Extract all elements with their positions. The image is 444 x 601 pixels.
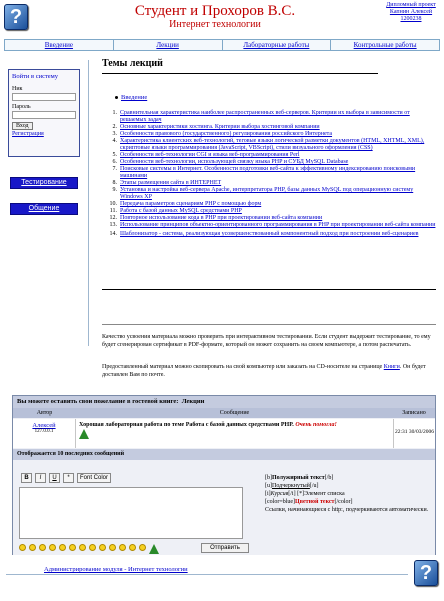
question-logo-icon[interactable]: ? bbox=[4, 4, 28, 30]
user-line-1[interactable]: Дипломный проект bbox=[386, 2, 436, 8]
smiley-icon[interactable] bbox=[49, 544, 56, 551]
list-item[interactable]: 2. Основные характеристики хостинга. Критерии выбора хостинговой компании bbox=[112, 124, 320, 130]
topic-link[interactable]: Основные характеристики хостинга. Критерии выбора хостинговой компании bbox=[120, 124, 320, 130]
smiley-icon[interactable] bbox=[19, 544, 26, 551]
entry-ip: 127.0.0.1 bbox=[34, 429, 54, 434]
header bbox=[0, 0, 444, 36]
main-nav bbox=[4, 39, 440, 51]
nav-lectures[interactable]: Лекции bbox=[114, 40, 223, 50]
topic-link[interactable]: Сравнительная характеристика наиболее распространенных веб-серверов. Критерии их выбора в зависимости от решаемых задач bbox=[120, 110, 410, 123]
guestbook-section: Лекции bbox=[181, 398, 205, 405]
page-title: Темы лекций bbox=[102, 58, 163, 69]
col-message: Сообщение bbox=[219, 410, 250, 416]
list-item[interactable]: 5. Особенности веб-технологии CGI и языка веб-программирования Perl bbox=[112, 152, 300, 158]
topic-link[interactable]: Работа с базой данных MySQL средствами PHP bbox=[120, 208, 242, 214]
list-item[interactable]: 6. Особенности веб-технологии, использующей связку языка PHP и СУБД MySQL Database bbox=[112, 159, 349, 165]
col-date: Записано bbox=[402, 410, 426, 416]
download-paragraph: Предоставленный материал можно скопировать на свой компьютер или заказать на CD-носителе на странице Книги. Он будет доставлен Вам по почте. bbox=[102, 364, 426, 378]
site-title: Студент и Прохоров В.С. bbox=[134, 3, 296, 19]
smiley-bar bbox=[19, 544, 159, 554]
smiley-icon[interactable] bbox=[29, 544, 36, 551]
list-item[interactable]: 7. Поисковые системы в Интернет. Особенности подготовки веб-сайта к эффективному индексированию поисковыми машинами bbox=[108, 166, 436, 180]
list-item[interactable]: 10. Передача параметров сценариям PHP с помощью форм bbox=[109, 201, 262, 207]
title-rule bbox=[102, 73, 378, 74]
topic-list bbox=[108, 110, 436, 238]
testing-button[interactable]: Тестирование bbox=[10, 177, 78, 189]
list-item[interactable]: 12. Повторное использование кода в PHP при проектировании веб-сайта компании bbox=[109, 215, 323, 221]
list-item[interactable]: 1. Сравнительная характеристика наиболее распространенных веб-серверов. Критерии их выбора в зависимости от решаемых задач bbox=[108, 110, 436, 124]
site-subtitle: Интернет технологии bbox=[169, 19, 261, 30]
main-content bbox=[96, 56, 440, 74]
smiley-icon[interactable] bbox=[139, 544, 146, 551]
smiley-icon[interactable] bbox=[119, 544, 126, 551]
bbcode-help: [b]Полужирный текст[/b] [u]Подчеркнутый[/u] [i]Курсив[/i] [*]Элемент списка [color=blue]Цветной текст[/color] Ссылки, начинающиеся с http:, подчеркиваются автоматически. bbox=[265, 474, 433, 514]
guestbook-columns bbox=[13, 408, 435, 418]
login-button[interactable]: Вход bbox=[12, 122, 33, 130]
admin-link[interactable]: Администрирование модуля - Интернет технологии bbox=[44, 566, 188, 573]
entry-highlight: Очень помогла! bbox=[295, 422, 337, 428]
entry-author[interactable]: Алексей bbox=[32, 422, 56, 429]
list-item[interactable]: 14. Шаблонизатор - система, реализующая усовершенствованный компонентный подход при построении веб-сценариев bbox=[109, 231, 419, 237]
guestbook-heading: Вы можете оставить свои пожелание в гостевой книге: Лекции bbox=[13, 396, 435, 408]
list-item[interactable]: 13. Использование принципов объектно-ориентированного программирования в PHP при проектировании веб-сайта компании bbox=[109, 222, 436, 228]
bullet-icon bbox=[115, 96, 118, 99]
smiley-icon[interactable] bbox=[59, 544, 66, 551]
help-tail: Ссылки, начинающиеся с http:, подчеркиваются автоматически. bbox=[265, 507, 429, 513]
entry-author-cell bbox=[13, 419, 76, 448]
books-link[interactable]: Книги bbox=[383, 364, 400, 370]
guestbook-form bbox=[13, 460, 435, 555]
user-line-2[interactable]: Капнин Алексей bbox=[389, 9, 433, 15]
entry-message-cell bbox=[76, 419, 393, 448]
italic-button[interactable]: I bbox=[35, 473, 46, 483]
user-line-3[interactable]: 1200238 bbox=[400, 16, 422, 22]
intro-link[interactable]: Введение bbox=[121, 94, 148, 101]
list-item[interactable]: 4. Характеристика клиентских веб-технологий, теговые языки логической разметки документов (HTML, XHTML, XML), скриптовые языки программирования (JavaScript, VBScript), стили визуального оформления (CSS) bbox=[108, 138, 436, 152]
list-item[interactable]: 8. Этапы размещения сайта в ИНТЕРНЕТ bbox=[112, 180, 222, 186]
nav-tests[interactable]: Контрольные работы bbox=[353, 41, 417, 49]
smiley-icon[interactable] bbox=[99, 544, 106, 551]
password-label: Пароль bbox=[12, 104, 31, 110]
tree-icon[interactable] bbox=[149, 544, 159, 554]
topic-link[interactable]: Передача параметров сценариям PHP с помощью форм bbox=[120, 201, 262, 207]
login-box bbox=[8, 69, 80, 157]
entry-date: 22:31 30/03/2006 bbox=[393, 419, 435, 448]
topic-link[interactable]: Особенности веб-технологии, использующей связку языка PHP и СУБД MySQL Database bbox=[120, 159, 349, 165]
list-button[interactable]: * bbox=[63, 473, 74, 483]
topic-link[interactable]: Повторное использование кода в PHP при проектировании веб-сайта компании bbox=[120, 215, 323, 221]
topic-link[interactable]: Особенности веб-технологии CGI и языка веб-программирования Perl bbox=[120, 152, 300, 158]
smiley-icon[interactable] bbox=[89, 544, 96, 551]
intro-item[interactable] bbox=[115, 94, 147, 101]
smiley-icon[interactable] bbox=[39, 544, 46, 551]
smiley-icon[interactable] bbox=[79, 544, 86, 551]
topic-link[interactable]: Этапы размещения сайта в ИНТЕРНЕТ bbox=[120, 180, 222, 186]
underline-button[interactable]: U bbox=[49, 473, 60, 483]
sidebar-divider bbox=[88, 60, 89, 346]
table-row bbox=[13, 419, 435, 448]
topic-link[interactable]: Шаблонизатор - система, реализующая усовершенствованный компонентный подход при построении веб-сценариев bbox=[120, 231, 419, 237]
list-item[interactable]: 11. Работа с базой данных MySQL средствами PHP bbox=[109, 208, 242, 214]
topics-divider-top bbox=[102, 289, 436, 290]
bold-button[interactable]: B bbox=[21, 473, 32, 483]
topic-link[interactable]: Особенности правового (государственного) регулирования российского Интернета bbox=[120, 131, 333, 137]
list-item[interactable]: 3. Особенности правового (государственного) регулирования российского Интернета bbox=[112, 131, 333, 137]
login-label: Ник bbox=[12, 86, 23, 92]
nav-intro[interactable]: Введение bbox=[5, 40, 114, 50]
list-item[interactable]: 9. Установка и настройка веб-сервера Apache, интерпретатора PHP, базы данных MySQL под операционную систему Windows XP bbox=[108, 187, 436, 201]
login-input[interactable] bbox=[12, 93, 76, 101]
question-logo-icon[interactable]: ? bbox=[414, 560, 438, 586]
guestbook bbox=[12, 395, 436, 555]
footer-divider bbox=[6, 574, 408, 575]
register-link[interactable]: Регистрация bbox=[12, 131, 44, 137]
topic-link[interactable]: Поисковые системы в Интернет. Особенности подготовки веб-сайта к эффективному индексированию поисковыми машинами bbox=[120, 166, 416, 179]
chat-button[interactable]: Общение bbox=[10, 203, 78, 215]
topic-link[interactable]: Характеристика клиентских веб-технологий, теговые языки логической разметки документов (HTML, XHTML, XML), скриптовые языки программирования (JavaScript, VBScript), стили визуального оформления (CSS) bbox=[120, 138, 425, 151]
col-author: Автор bbox=[36, 410, 53, 416]
smiley-icon[interactable] bbox=[109, 544, 116, 551]
testing-paragraph: Качество усвоения материала можно проверить при интерактивном тестировании. Если студент выдержит тестирование, то ему будет сгенерирован сертификат в PDF-формате, который он может сохранить на своем компьютере, а потом распечатать. bbox=[102, 334, 431, 348]
tree-icon bbox=[79, 429, 89, 439]
topic-link[interactable]: Установка и настройка веб-сервера Apache, интерпретатора PHP, базы данных MySQL под операционную систему Windows XP bbox=[120, 187, 414, 200]
password-input[interactable] bbox=[12, 111, 76, 119]
topics-divider-bottom bbox=[102, 324, 436, 325]
font-color-button[interactable]: Font Color bbox=[77, 473, 111, 483]
shown-count-label: Отображается 10 последних сообщений bbox=[13, 449, 435, 460]
nav-labs[interactable]: Лабораторные работы bbox=[223, 40, 332, 50]
smiley-icon[interactable] bbox=[129, 544, 136, 551]
topic-link[interactable]: Использование принципов объектно-ориентированного программирования в PHP при проектировании веб-сайта компании bbox=[120, 222, 436, 228]
user-info[interactable] bbox=[381, 2, 441, 23]
message-textarea[interactable] bbox=[19, 487, 243, 539]
entry-message: Хорошая лабораторная работа по теме Работа с базой данных средствами PHP. bbox=[79, 422, 294, 428]
login-heading: Войти в систему bbox=[12, 73, 59, 80]
send-button[interactable]: Отправить bbox=[201, 543, 249, 553]
smiley-icon[interactable] bbox=[69, 544, 76, 551]
